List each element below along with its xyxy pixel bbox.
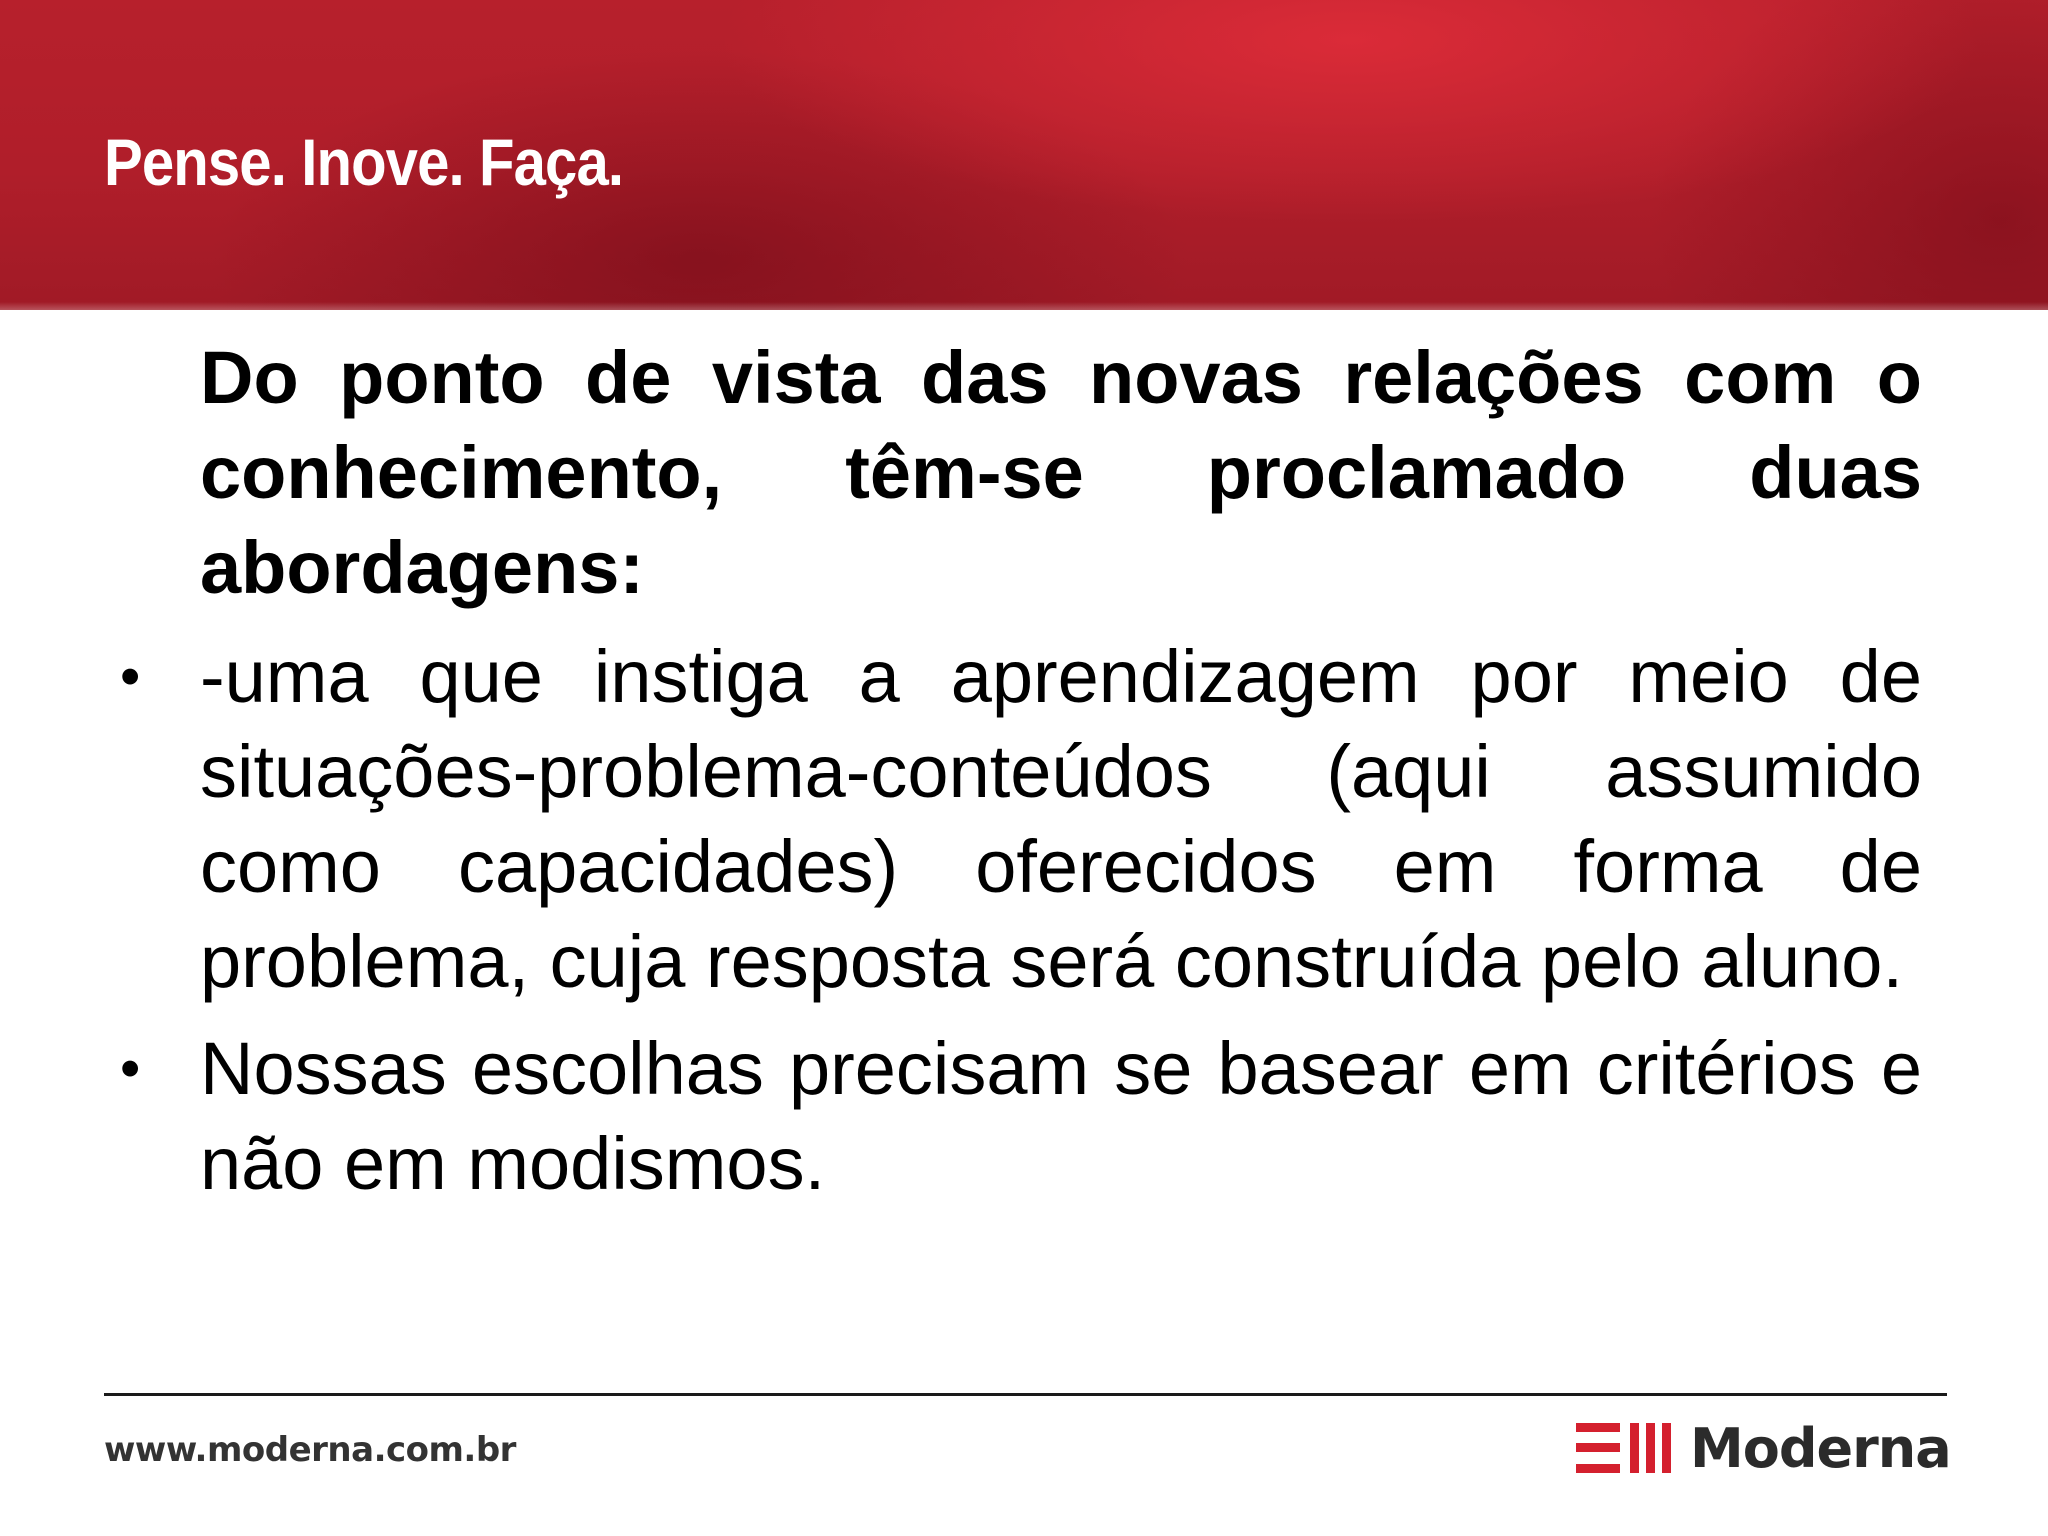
footer-url: www.moderna.com.br: [104, 1430, 516, 1470]
list-item: [120, 629, 1922, 1009]
bullet-list: [120, 629, 1922, 1211]
bullet-text: Nossas escolhas precisam se basear em critérios e não em modismos.: [200, 1027, 1922, 1205]
intro-paragraph: Do ponto de vista das novas relações com o conhecimento, têm-se proclamado duas abordagens:: [200, 336, 1922, 609]
moderna-logo-icon: [1576, 1423, 1672, 1473]
slogan: Pense. Inove. Faça.: [104, 125, 624, 199]
list-item: [120, 1021, 1922, 1211]
header-banner: [0, 0, 2048, 310]
bullet-text: -uma que instiga a aprendizagem por meio de situações-problema-conteúdos (aqui assumido como capacidades) oferecidos em forma de problema, cuja resposta será construída pelo aluno.: [200, 635, 1922, 1003]
moderna-logo: [1576, 1418, 1951, 1478]
footer-divider: [104, 1393, 1947, 1396]
slide-body: [120, 330, 1922, 1223]
logo-text: Moderna: [1690, 1416, 1951, 1480]
bullet-icon: •: [120, 644, 141, 709]
bullet-icon: •: [120, 1036, 141, 1101]
